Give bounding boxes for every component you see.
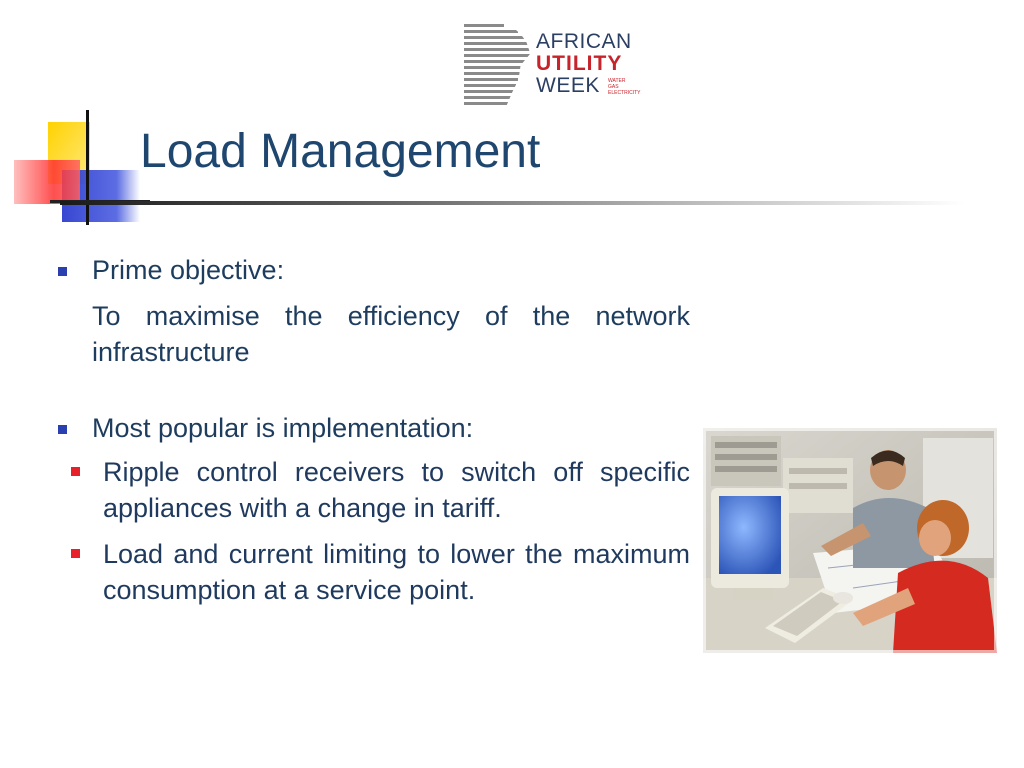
red-square-bullet-icon	[71, 467, 80, 476]
bullet-implementation	[58, 410, 690, 446]
logo-sub-gas: GAS	[608, 84, 619, 90]
bullet-prime-objective	[58, 252, 690, 370]
bullet-heading: Most popular is implementation:	[92, 413, 474, 443]
africa-map-icon	[462, 20, 534, 108]
office-workers-photo	[703, 428, 997, 653]
square-bullet-icon	[58, 425, 67, 434]
spacer	[58, 370, 690, 410]
title-decoration	[0, 100, 150, 230]
african-utility-week-logo	[462, 20, 644, 108]
logo-word-week: WEEK	[536, 74, 600, 97]
logo-sub-water: WATER	[608, 78, 626, 84]
logo-word-african: AFRICAN	[536, 30, 632, 53]
logo-word-utility: UTILITY	[536, 52, 623, 75]
slide-body	[58, 252, 690, 618]
sub-bullet-text: Ripple control receivers to switch off specific appliances with a change in tariff.	[103, 457, 690, 523]
title-underline	[60, 201, 965, 205]
logo-subtitle	[608, 78, 641, 96]
sub-bullet-list	[58, 454, 690, 608]
logo-sub-electricity: ELECTRICITY	[608, 90, 641, 96]
square-bullet-icon	[58, 267, 67, 276]
bullet-paragraph: To maximise the efficiency of the network infrastructure	[92, 301, 690, 367]
red-square-bullet-icon	[71, 549, 80, 558]
slide-title: Load Management	[140, 125, 541, 178]
sub-bullet-load-limiting	[58, 536, 690, 608]
sub-bullet-ripple-control	[58, 454, 690, 526]
sub-bullet-text: Load and current limiting to lower the maximum consumption at a service point.	[103, 539, 690, 605]
bullet-heading: Prime objective:	[92, 255, 285, 285]
